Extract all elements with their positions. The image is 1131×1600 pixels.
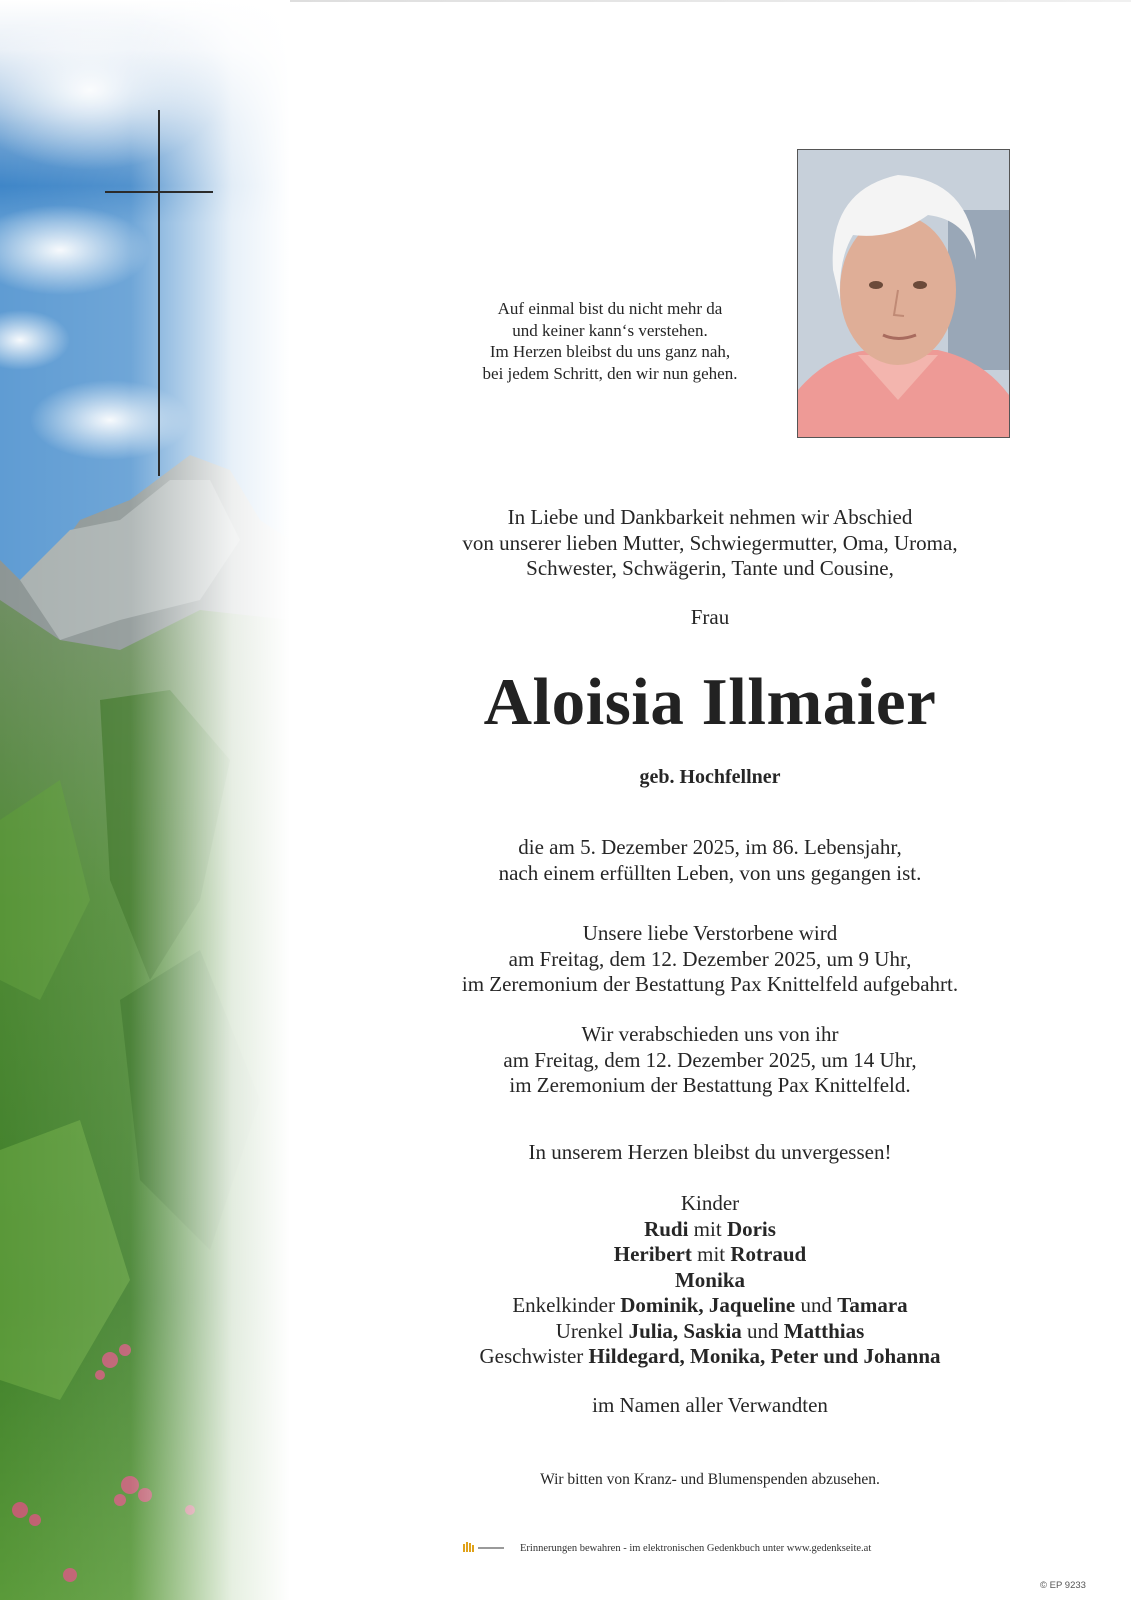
family-line-child1: [400, 1217, 1020, 1243]
family-line-greatgrandchildren: [400, 1319, 1020, 1345]
children-label: Kinder: [680, 1191, 740, 1215]
mountain-landscape-image: [0, 0, 290, 1600]
laying-out-line: Unsere liebe Verstorbene wird: [582, 921, 838, 945]
cross-vertical-bar: [158, 110, 160, 476]
poem-line: Auf einmal bist du nicht mehr da: [497, 299, 723, 318]
child-name: Heribert: [613, 1242, 692, 1266]
join-word: und: [747, 1318, 779, 1343]
partner-name: Doris: [726, 1216, 776, 1241]
siblings-label: Geschwister: [479, 1344, 584, 1368]
family-list: [400, 1191, 1020, 1370]
poem-line: und keiner kann‘s verstehen.: [512, 320, 708, 340]
grandchild-name: Tamara: [837, 1293, 908, 1317]
memorial-poem: [440, 298, 780, 384]
donation-request: Wir bitten von Kranz- und Blumenspenden abzusehen.: [540, 1471, 880, 1488]
laying-out-notice: [400, 921, 1020, 998]
join-word: mit: [693, 1216, 722, 1241]
intro-line: von unserer lieben Mutter, Schwiegermutter, Oma, Uroma,: [462, 530, 958, 555]
farewell-intro: [400, 505, 1020, 582]
farewell-line: am Freitag, dem 12. Dezember 2025, um 14 Uhr,: [503, 1047, 917, 1072]
farewell-line: im Zeremonium der Bestattung Pax Knittelfeld.: [509, 1073, 911, 1097]
laying-out-line: im Zeremonium der Bestattung Pax Knittelfeld aufgebahrt.: [461, 972, 959, 996]
laying-out-line: am Freitag, dem 12. Dezember 2025, um 9 Uhr,: [508, 946, 912, 971]
siblings-names: Hildegard, Monika, Peter und Johanna: [588, 1344, 941, 1368]
partner-name: Rotraud: [730, 1242, 807, 1266]
deceased-name: Aloisia Illmaier: [483, 665, 937, 739]
portrait-photo: [797, 149, 1010, 438]
cross-horizontal-bar: [105, 191, 213, 193]
portrait-figure: [798, 150, 1009, 437]
salutation: Frau: [690, 605, 730, 629]
birth-name: geb. Hochfellner: [639, 766, 781, 788]
poem-line: bei jedem Schritt, den wir nun gehen.: [482, 363, 738, 383]
grandchildren-names: Dominik, Jaqueline: [620, 1293, 796, 1317]
footer: [462, 1538, 1022, 1558]
intro-line: In Liebe und Dankbarkeit nehmen wir Abschied: [507, 505, 913, 529]
poem-line: Im Herzen bleibst du uns ganz nah,: [489, 342, 731, 361]
death-notice-line: nach einem erfüllten Leben, von uns gegangen ist.: [498, 860, 922, 885]
death-notice: [400, 835, 1020, 886]
child-name: Monika: [674, 1267, 745, 1292]
family-line-siblings: [400, 1344, 1020, 1370]
family-line-grandchildren: [400, 1293, 1020, 1319]
publisher-logo-icon: [462, 1541, 506, 1555]
greatgrandchild-name: Matthias: [783, 1318, 865, 1343]
death-notice-line: die am 5. Dezember 2025, im 86. Lebensjahr,: [518, 835, 902, 859]
grandchildren-label: Enkelkinder: [512, 1293, 615, 1317]
on-behalf-line: im Namen aller Verwandten: [592, 1393, 828, 1417]
join-word: und: [800, 1293, 833, 1317]
greatgrandchildren-label: Urenkel: [555, 1318, 624, 1343]
family-line-child3: [400, 1268, 1020, 1294]
farewell-ceremony-notice: [400, 1022, 1020, 1099]
child-name: Rudi: [644, 1216, 689, 1241]
family-line-child2: [400, 1242, 1020, 1268]
greatgrandchildren-names: Julia, Saskia: [628, 1318, 742, 1343]
footer-text: Erinnerungen bewahren - im elektronischen Gedenkbuch unter www.gedenkseite.at: [520, 1542, 872, 1554]
memory-line: In unserem Herzen bleibst du unvergessen!: [528, 1140, 892, 1164]
intro-line: Schwester, Schwägerin, Tante und Cousine,: [526, 556, 894, 580]
join-word: mit: [697, 1242, 726, 1266]
farewell-line: Wir verabschieden uns von ihr: [581, 1022, 839, 1046]
document-code: © EP 9233: [1040, 1580, 1086, 1591]
